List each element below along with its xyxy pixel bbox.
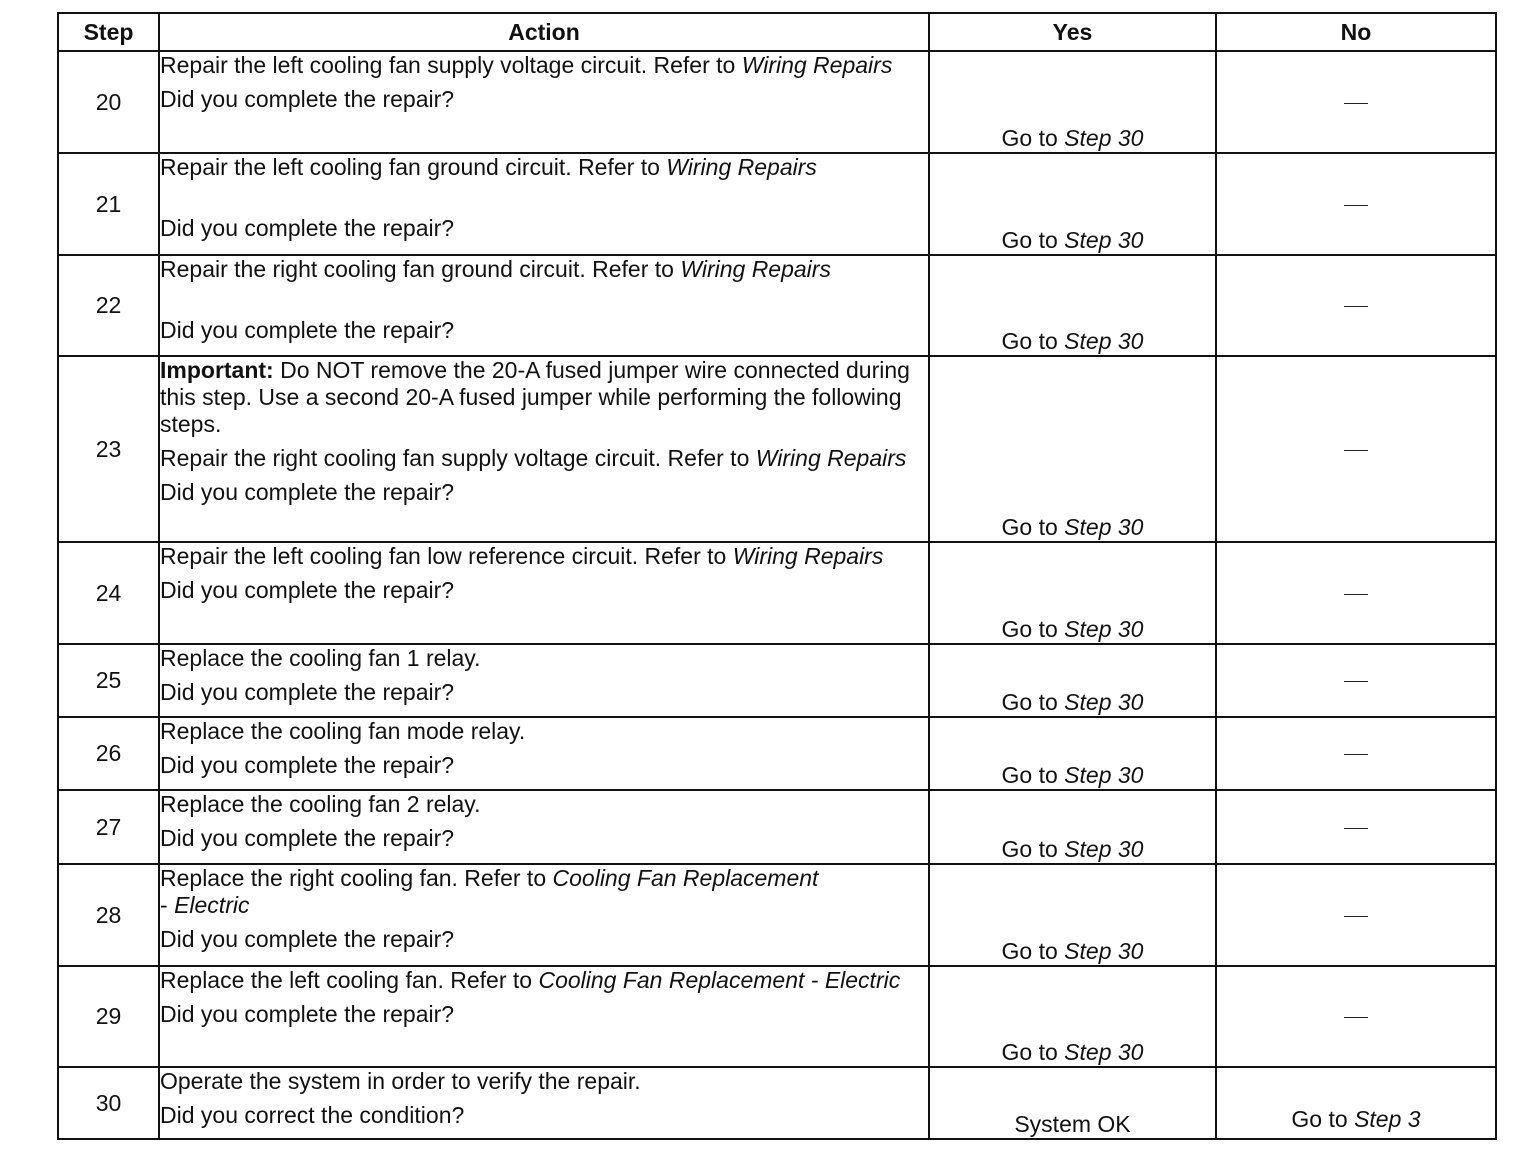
action-cell [159,356,929,542]
no-text: Go to [1291,1106,1355,1132]
yes-cell [929,644,1216,717]
no-cell [1216,51,1496,153]
table-row [58,864,1496,966]
action-reference: Wiring Repairs [732,543,884,569]
no-cell [1216,255,1496,356]
yes-step-link: Step 30 [1064,762,1144,788]
action-reference: Cooling Fan Replacement [552,865,819,891]
yes-cell [929,153,1216,255]
step-number: 29 [58,966,159,1067]
action-cell [159,644,929,717]
action-question: Did you complete the repair? [160,926,455,952]
important-label: Important: [160,357,274,383]
step-number: 25 [58,644,159,717]
table-row [58,51,1496,153]
action-cell [159,153,929,255]
step-number: 20 [58,51,159,153]
yes-cell [929,790,1216,864]
action-reference: Wiring Repairs [666,154,817,180]
action-question: Did you complete the repair? [160,479,455,505]
table-row [58,966,1496,1067]
no-step-link: Step 3 [1354,1106,1421,1132]
yes-cell [929,255,1216,356]
yes-text: Go to [1001,762,1065,788]
header-yes: Yes [929,13,1216,51]
action-text: Repair the left cooling fan low reference circuit. Refer to [160,543,733,569]
table-row [58,542,1496,644]
table-row [58,644,1496,717]
table-row [58,356,1496,542]
action-cell [159,1067,929,1139]
step-number: 30 [58,1067,159,1139]
no-cell [1216,864,1496,966]
yes-text: Go to [1001,689,1065,715]
action-reference-separator: - [160,892,175,918]
no-cell [1216,542,1496,644]
header-action: Action [159,13,929,51]
header-row [58,13,1496,51]
no-cell [1216,1067,1496,1139]
table-row [58,153,1496,255]
action-instruction: Replace the cooling fan 2 relay. [160,791,481,817]
action-question: Did you complete the repair? [160,679,455,705]
no-dash [1344,916,1368,917]
yes-cell: System OK [929,1067,1216,1139]
action-instruction: Replace the cooling fan 1 relay. [160,645,481,671]
no-dash [1344,828,1368,829]
header-step: Step [58,13,159,51]
no-dash [1344,306,1368,307]
no-cell [1216,717,1496,790]
action-reference: Cooling Fan Replacement - Electric [538,967,901,993]
step-number: 26 [58,717,159,790]
yes-step-link: Step 30 [1064,938,1144,964]
no-cell [1216,153,1496,255]
step-number: 22 [58,255,159,356]
step-number: 27 [58,790,159,864]
action-cell [159,255,929,356]
yes-step-link: Step 30 [1064,514,1144,540]
yes-cell [929,966,1216,1067]
yes-text: Go to [1001,125,1065,151]
action-text: Repair the left cooling fan supply voltage circuit. Refer to [160,52,742,78]
action-cell [159,542,929,644]
table-row [58,717,1496,790]
action-question: Did you complete the repair? [160,825,455,851]
no-dash [1344,103,1368,104]
action-reference: Wiring Repairs [741,52,893,78]
action-instruction [160,865,928,919]
action-instruction [160,543,928,570]
action-instruction [160,154,928,181]
action-reference: Wiring Repairs [755,445,907,471]
yes-text: Go to [1001,836,1065,862]
action-instruction [160,967,928,994]
important-text: Do NOT remove the 20-A fused jumper wire connected during this step. Use a second 20-A fused jumper while performing the following steps. [160,357,910,437]
yes-text: Go to [1001,1039,1065,1065]
yes-step-link: Step 30 [1064,836,1144,862]
step-number: 21 [58,153,159,255]
action-text: Replace the right cooling fan. Refer to [160,865,553,891]
action-text: Repair the left cooling fan ground circuit. Refer to [160,154,667,180]
action-cell [159,51,929,153]
action-question: Did you complete the repair? [160,752,455,778]
yes-cell [929,864,1216,966]
yes-text: Go to [1001,514,1065,540]
action-reference: Wiring Repairs [680,256,831,282]
yes-cell [929,51,1216,153]
yes-text: Go to [1001,227,1065,253]
no-dash [1344,594,1368,595]
yes-step-link: Step 30 [1064,125,1144,151]
table-row [58,790,1496,864]
yes-text: Go to [1001,616,1065,642]
no-dash [1344,681,1368,682]
action-text: Repair the right cooling fan supply voltage circuit. Refer to [160,445,756,471]
action-cell [159,864,929,966]
no-cell [1216,356,1496,542]
step-number: 24 [58,542,159,644]
action-cell [159,790,929,864]
yes-text: Go to [1001,938,1065,964]
action-question: Did you complete the repair? [160,215,455,241]
no-cell [1216,966,1496,1067]
action-question: Did you complete the repair? [160,577,455,603]
yes-step-link: Step 30 [1064,227,1144,253]
step-number: 28 [58,864,159,966]
action-question: Did you complete the repair? [160,86,455,112]
step-number: 23 [58,356,159,542]
no-dash [1344,1017,1368,1018]
yes-cell [929,717,1216,790]
no-cell [1216,644,1496,717]
action-text: Replace the left cooling fan. Refer to [160,967,539,993]
yes-cell [929,542,1216,644]
yes-cell [929,356,1216,542]
yes-step-link: Step 30 [1064,689,1144,715]
table-row [58,255,1496,356]
no-dash [1344,754,1368,755]
action-instruction: Operate the system in order to verify the repair. [160,1068,641,1094]
action-cell [159,966,929,1067]
action-question: Did you correct the condition? [160,1102,465,1128]
no-dash [1344,205,1368,206]
action-question: Did you complete the repair? [160,1001,455,1027]
action-instruction [160,52,928,79]
action-instruction: Replace the cooling fan mode relay. [160,718,526,744]
yes-step-link: Step 30 [1064,616,1144,642]
yes-step-link: Step 30 [1064,1039,1144,1065]
diagnostic-table [57,12,1497,1140]
action-instruction [160,256,928,283]
yes-step-link: Step 30 [1064,328,1144,354]
action-cell [159,717,929,790]
action-instruction [160,445,928,472]
action-reference-suffix: Electric [174,892,250,918]
table-row [58,1067,1496,1139]
header-no: No [1216,13,1496,51]
important-note [160,357,928,438]
no-cell [1216,790,1496,864]
yes-text: Go to [1001,328,1065,354]
no-dash [1344,450,1368,451]
action-text: Repair the right cooling fan ground circuit. Refer to [160,256,681,282]
action-question: Did you complete the repair? [160,317,455,343]
